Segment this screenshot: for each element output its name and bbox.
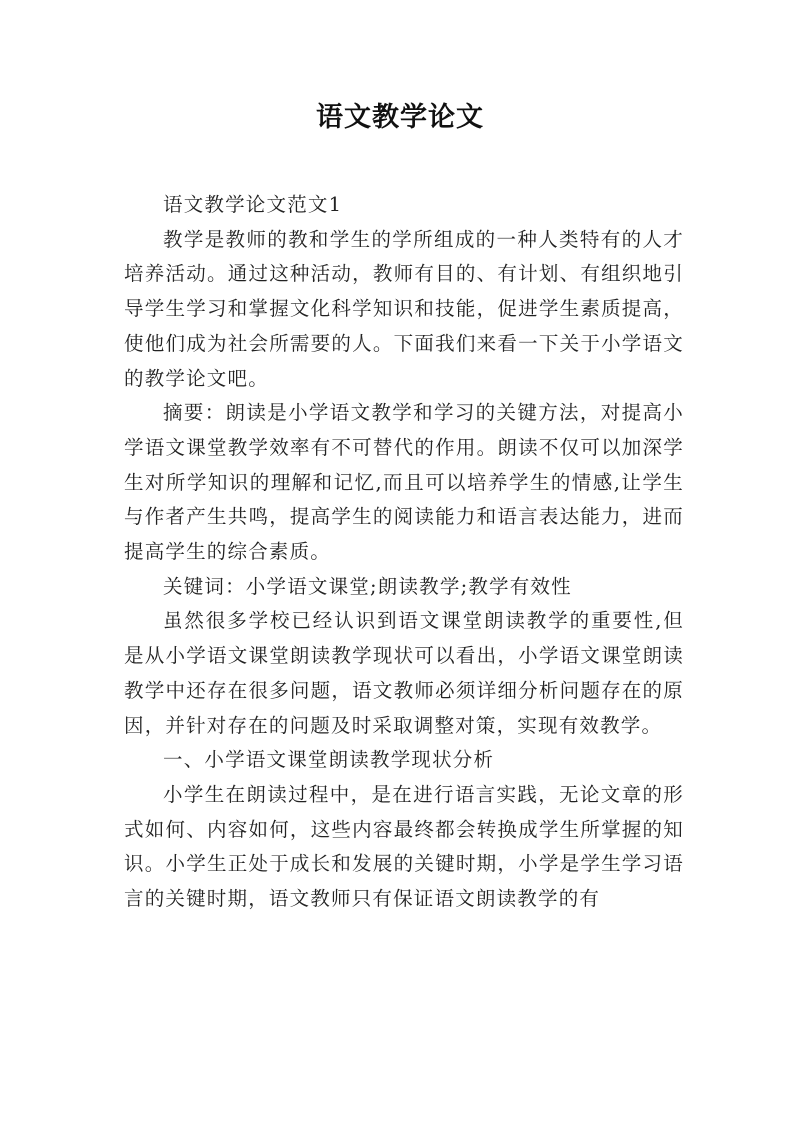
paragraph-intro: 教学是教师的教和学生的学所组成的一种人类特有的人才培养活动。通过这种活动，教师有目的、有计划、有组织地引导学生学习和掌握文化科学知识和技能，促进学生素质提高，使他们成为社会所需要的人。下面我们来看一下关于小学语文的教学论文吧。 bbox=[124, 227, 684, 390]
document-body bbox=[124, 188, 684, 917]
paragraph-subtitle: 语文教学论文范文1 bbox=[163, 193, 343, 216]
paragraph-abstract: 摘要：朗读是小学语文教学和学习的关键方法，对提高小学语文课堂教学效率有不可替代的作用。朗读不仅可以加深学生对所学知识的理解和记忆,而且可以培养学生的情感,让学生与作者产生共鸣，提高学生的阅读能力和语言表达能力，进而提高学生的综合素质。 bbox=[124, 401, 684, 564]
paragraph-section-1: 小学生在朗读过程中，是在进行语言实践，无论文章的形式如何、内容如何，这些内容最终都会转换成学生所掌握的知识。小学生正处于成长和发展的关键时期，小学是学生学习语言的关键时期，语文教师只有保证语文朗读教学的有 bbox=[124, 782, 684, 911]
paragraph-background: 虽然很多学校已经认识到语文课堂朗读教学的重要性,但是从小学语文课堂朗读教学现状可以看出，小学语文课堂朗读教学中还存在很多问题，语文教师必须详细分析问题存在的原因，并针对存在的问题及时采取调整对策，实现有效教学。 bbox=[124, 609, 684, 737]
section-heading-1: 一、小学语文课堂朗读教学现状分析 bbox=[163, 748, 495, 772]
paragraph-keywords: 关键词：小学语文课堂;朗读教学;教学有效性 bbox=[163, 574, 572, 598]
document-title: 语文教学论文 bbox=[316, 102, 484, 133]
